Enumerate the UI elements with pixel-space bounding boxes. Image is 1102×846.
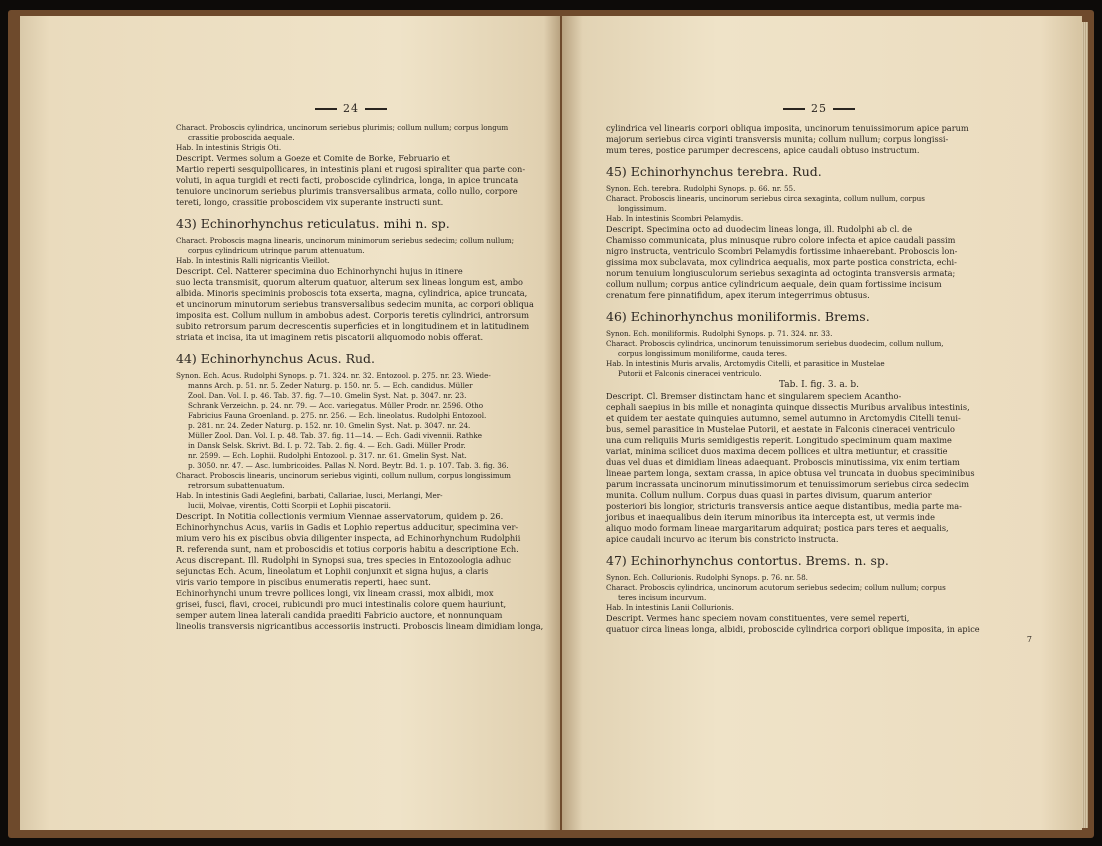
text-line: aliquo modo formam lineae margaritarum adquirat; postica pars teres et aequalis,: [606, 523, 949, 533]
text-line: Fabricius Fauna Groenland. p. 275. nr. 256. — Ech. lineolatus. Rudolphi Entozool.: [188, 411, 487, 420]
page-number-right: 25: [606, 102, 1032, 115]
text-line: Hab. In intestinis Ralli nigricantis Vieillot.: [176, 256, 330, 265]
text-line: cylindrica vel linearis corpori obliqua imposita, uncinorum tenuissimorum apice parum: [606, 123, 969, 133]
text-line: crassitie proboscida aequale.: [188, 133, 295, 142]
text-line: parum incrassata uncinorum minutissimorum et tenuissimorum seriebus circa sedecim: [606, 479, 969, 489]
text-line: nr. 2599. — Ech. Lophii. Rudolphi Entozool. p. 317. nr. 61. Gmelin Syst. Nat.: [188, 451, 467, 460]
text-line: apice caudali incurvo ac iterum bis constricto instructa.: [606, 534, 839, 544]
text-line: teres incisum incurvum.: [618, 593, 707, 602]
text-line: tenuiore uncinorum seriebus plurimis transversalibus armata, collo nullo, corpore: [176, 186, 518, 196]
left-page-body: [176, 123, 544, 632]
text-line: Hab. In intestinis Strigis Oti.: [176, 143, 282, 152]
text-line: corpus cylindricum utrinque parum attenuatum.: [188, 246, 365, 255]
text-line: sejunctas Ech. Acum, lineolatum et Lophii conjunxit et signa hujus, a claris: [176, 566, 489, 576]
left-page: [20, 16, 560, 830]
text-line: voluti, in aqua turgidi et recti facti, proboscide cylindrica, longa, in apice truncata: [176, 175, 519, 185]
text-line: Charact. Proboscis cylindrica, uncinorum tenuissimorum seriebus duodecim, collum nullum,: [606, 339, 944, 348]
section-heading: 47) Echinorhynchus contortus. Brems. n. sp.: [606, 553, 889, 568]
text-line: Synon. Ech. terebra. Rudolphi Synops. p. 66. nr. 55.: [606, 184, 796, 193]
text-line: mum teres, postice parumper decrescens, apice caudali obtuso instructum.: [606, 145, 920, 155]
right-page-body: [606, 123, 1032, 635]
text-line: crenatum fere pinnatifidum, apex iterum integerrimus obtusus.: [606, 290, 870, 300]
text-line: joribus et inaequalibus dein iterum minoribus ita intercepta est, ut vermis inde: [606, 512, 935, 522]
text-line: Martio reperti sesquipollicares, in intestinis plani et rugosi spiraliter qua parte con-: [176, 164, 526, 174]
text-line: munita. Collum nullum. Corpus duas quasi in partes divisum, quarum anterior: [606, 490, 932, 500]
text-line: et quidem ter aestate quinquies autumno, semel autumno in Arctomydis Citelli tenui-: [606, 413, 961, 423]
text-line: semper autem linea laterali candida praediti Fabricio auctore, et nonnunquam: [176, 610, 503, 620]
text-line: Chamisso communicata, plus minusque rubro colore infecta et apice caudali passim: [606, 235, 956, 245]
text-line: in Dansk Selsk. Skrivt. Bd. I. p. 72. Tab. 2. fig. 4. — Ech. Gadi. Müller Prodr.: [188, 441, 466, 450]
text-line: imposita est. Collum nullum in ambobus adest. Corporis teretis cylindrici, antrorsum: [176, 310, 530, 320]
text-line: viris vario tempore in piscibus enumeratis reperti, haec sunt.: [176, 577, 431, 587]
text-line: variat, minima scilicet duos maxima decem pollices et ultra metiuntur, et crassitie: [606, 446, 948, 456]
text-line: longissimum.: [618, 204, 667, 213]
catchword: 7: [1026, 635, 1032, 644]
text-line: Hab. In intestinis Muris arvalis, Arctomydis Citelli, et parasitice in Mustelae: [606, 359, 885, 368]
text-line: Synon. Ech. Collurionis. Rudolphi Synops. p. 76. nr. 58.: [606, 573, 808, 582]
text-line: Charact. Proboscis linearis, uncinorum seriebus circa sexaginta, collum nullum, corpus: [606, 194, 925, 203]
text-line: Charact. Proboscis cylindrica, uncinorum acutorum seriebus sedecim; collum nullum; corpus: [606, 583, 946, 592]
text-line: Descript. In Notitia collectionis vermium Viennae asservatorum, quidem p. 26.: [176, 511, 504, 521]
text-line: Schrank Verzeichn. p. 24. nr. 79. — Acc. variegatus. Müller Prodr. nr. 2596. Otho: [188, 401, 484, 410]
text-line: nigro instructa, ventriculo Scombri Pelamydis fortissime inhaerebant. Proboscis lon-: [606, 246, 958, 256]
text-line: Charact. Proboscis cylindrica, uncinorum seriebus plurimis; collum nullum; corpus longum: [176, 123, 509, 132]
text-line: bus, semel parasitice in Mustelae Putorii, et aestate in Falconis cineracei ventriculo: [606, 424, 955, 434]
text-line: Hab. In intestinis Gadi Aeglefini, barbati, Callariae, lusci, Merlangi, Mer-: [176, 491, 443, 500]
text-line: Hab. In intestinis Scombri Pelamydis.: [606, 214, 744, 223]
text-line: manns Arch. p. 51. nr. 5. Zeder Naturg. p. 150. nr. 5. — Ech. candidus. Müller: [188, 381, 473, 390]
text-line: Echinorhynchi unum trevre pollices longi, vix lineam crassi, mox albidi, mox: [176, 588, 494, 598]
page-number-left: 24: [176, 102, 526, 115]
text-line: Putorii et Falconis cineracei ventriculo.: [618, 369, 762, 378]
text-line: norum tenuium longiusculorum seriebus sexaginta ad octoginta transversis armata;: [606, 268, 956, 278]
text-line: Synon. Ech. Acus. Rudolphi Synops. p. 71. 324. nr. 32. Entozool. p. 275. nr. 23. Wiede-: [176, 371, 491, 380]
text-line: albida. Minoris speciminis proboscis tota exserta, magna, cylindrica, apice truncata,: [176, 288, 528, 298]
text-line: Synon. Ech. moniliformis. Rudolphi Synops. p. 71. 324. nr. 33.: [606, 329, 833, 338]
text-line: Zool. Dan. Vol. I. p. 46. Tab. 37. fig. 7—10. Gmelin Syst. Nat. p. 3047. nr. 23.: [188, 391, 467, 400]
text-line: striata et incisa, ita ut imaginem retis piscatorii aliquomodo nobis offerat.: [176, 332, 484, 342]
text-line: et uncinorum minutorum seriebus transversalibus sedecim munita, ac corpori obliqua: [176, 299, 534, 309]
text-line: Descript. Cl. Bremser distinctam hanc et singularem speciem Acantho-: [606, 391, 902, 401]
right-page: [562, 16, 1082, 830]
text-line: collum nullum; corpus antice cylindricum aequale, dein quam fortissime incisum: [606, 279, 942, 289]
text-line: Hab. In intestinis Lanii Collurionis.: [606, 603, 734, 612]
text-line: Müller Zool. Dan. Vol. I. p. 48. Tab. 37. fig. 11—14. — Ech. Gadi vivennii. Rathke: [188, 431, 483, 440]
text-line: Descript. Vermes hanc speciem novam constituentes, vere semel reperti,: [606, 613, 910, 623]
text-line: Descript. Cel. Natterer specimina duo Echinorhynchi hujus in itinere: [176, 266, 463, 276]
text-line: cephali saepius in bis mille et nonaginta quinque dissectis Muribus arvalibus intestinis,: [606, 402, 970, 412]
text-line: p. 3050. nr. 47. — Asc. lumbricoides. Pallas N. Nord. Beytr. Bd. 1. p. 107. Tab. 3. fig. 36.: [188, 461, 509, 470]
section-heading: 46) Echinorhynchus moniliformis. Brems.: [606, 309, 870, 324]
text-line: Descript. Specimina octo ad duodecim lineas longa, ill. Rudolphi ab cl. de: [606, 224, 913, 234]
text-line: Descript. Vermes solum a Goeze et Comite de Borke, Februario et: [176, 153, 450, 163]
text-line: grisei, fusci, flavi, crocei, rubicundi pro muci intestinalis colore quem hauriunt,: [176, 599, 507, 609]
text-line: Charact. Proboscis linearis, uncinorum seriebus viginti, collum nullum, corpus longissimum: [176, 471, 512, 480]
text-line: tereti, longo, crassitie proboscidem vix superante instructi sunt.: [176, 197, 444, 207]
text-line: Tab. I. fig. 3. a. b.: [778, 380, 860, 390]
text-line: Echinorhynchus Acus, variis in Gadis et Lophio repertus adducitur, specimina ver-: [176, 522, 519, 532]
text-line: corpus longissimum moniliforme, cauda teres.: [618, 349, 788, 358]
text-line: mium vero his ex piscibus obvia diligenter inspecta, ad Echinorhynchum Rudolphii: [176, 533, 521, 543]
text-line: quatuor circa lineas longa, albidi, proboscide cylindrica corpori oblique imposita, in apice: [606, 624, 980, 634]
text-line: suo lecta transmisit, quorum alterum quatuor, alterum sex lineas longum est, ambo: [176, 277, 523, 287]
section-heading: 45) Echinorhynchus terebra. Rud.: [606, 164, 822, 179]
text-line: subito retrorsum parum decrescentis superficies et in longitudinem et in latitudinem: [176, 321, 530, 331]
text-line: lineae partem longa, sextam crassa, in apice obtusa vel truncata in duobus speciminibus: [606, 468, 975, 478]
text-line: Acus discrepant. Ill. Rudolphi in Synopsi sua, tres species in Entozoologia adhuc: [176, 555, 511, 565]
text-line: posteriori bis longior, stricturis transversis antice aeque distantibus, media parte ma-: [606, 501, 962, 511]
text-line: R. referenda sunt, nam et proboscidis et totius corporis habitu a descriptione Ech.: [176, 544, 519, 554]
text-line: retrorsum subattenuatum.: [188, 481, 285, 490]
text-line: lineolis transversis nigricantibus accessoriis instructi. Proboscis lineam dimidiam longa,: [176, 621, 544, 631]
text-line: majorum seriebus circa viginti transversis munita; collum nullum; corpus longissi-: [606, 134, 949, 144]
text-line: una cum reliquiis Muris semidigestis reperit. Longitudo speciminum quam maxime: [606, 435, 952, 445]
section-heading: 43) Echinorhynchus reticulatus. mihi n. sp.: [176, 216, 450, 231]
text-line: gissima mox subclavata, mox cylindrica aequalis, mox parte postica constricta, echi-: [606, 257, 957, 267]
text-line: lucii, Molvae, virentis, Cotti Scorpii et Lophii piscatorii.: [188, 501, 391, 510]
text-line: duas vel duas et dimidiam lineas adaequant. Proboscis minutissima, vix enim tertiam: [606, 457, 960, 467]
text-line: p. 281. nr. 24. Zeder Naturg. p. 152. nr. 10. Gmelin Syst. Nat. p. 3047. nr. 24.: [188, 421, 471, 430]
text-line: Charact. Proboscis magna linearis, uncinorum minimorum seriebus sedecim; collum nullum;: [176, 236, 515, 245]
section-heading: 44) Echinorhynchus Acus. Rud.: [176, 351, 376, 366]
